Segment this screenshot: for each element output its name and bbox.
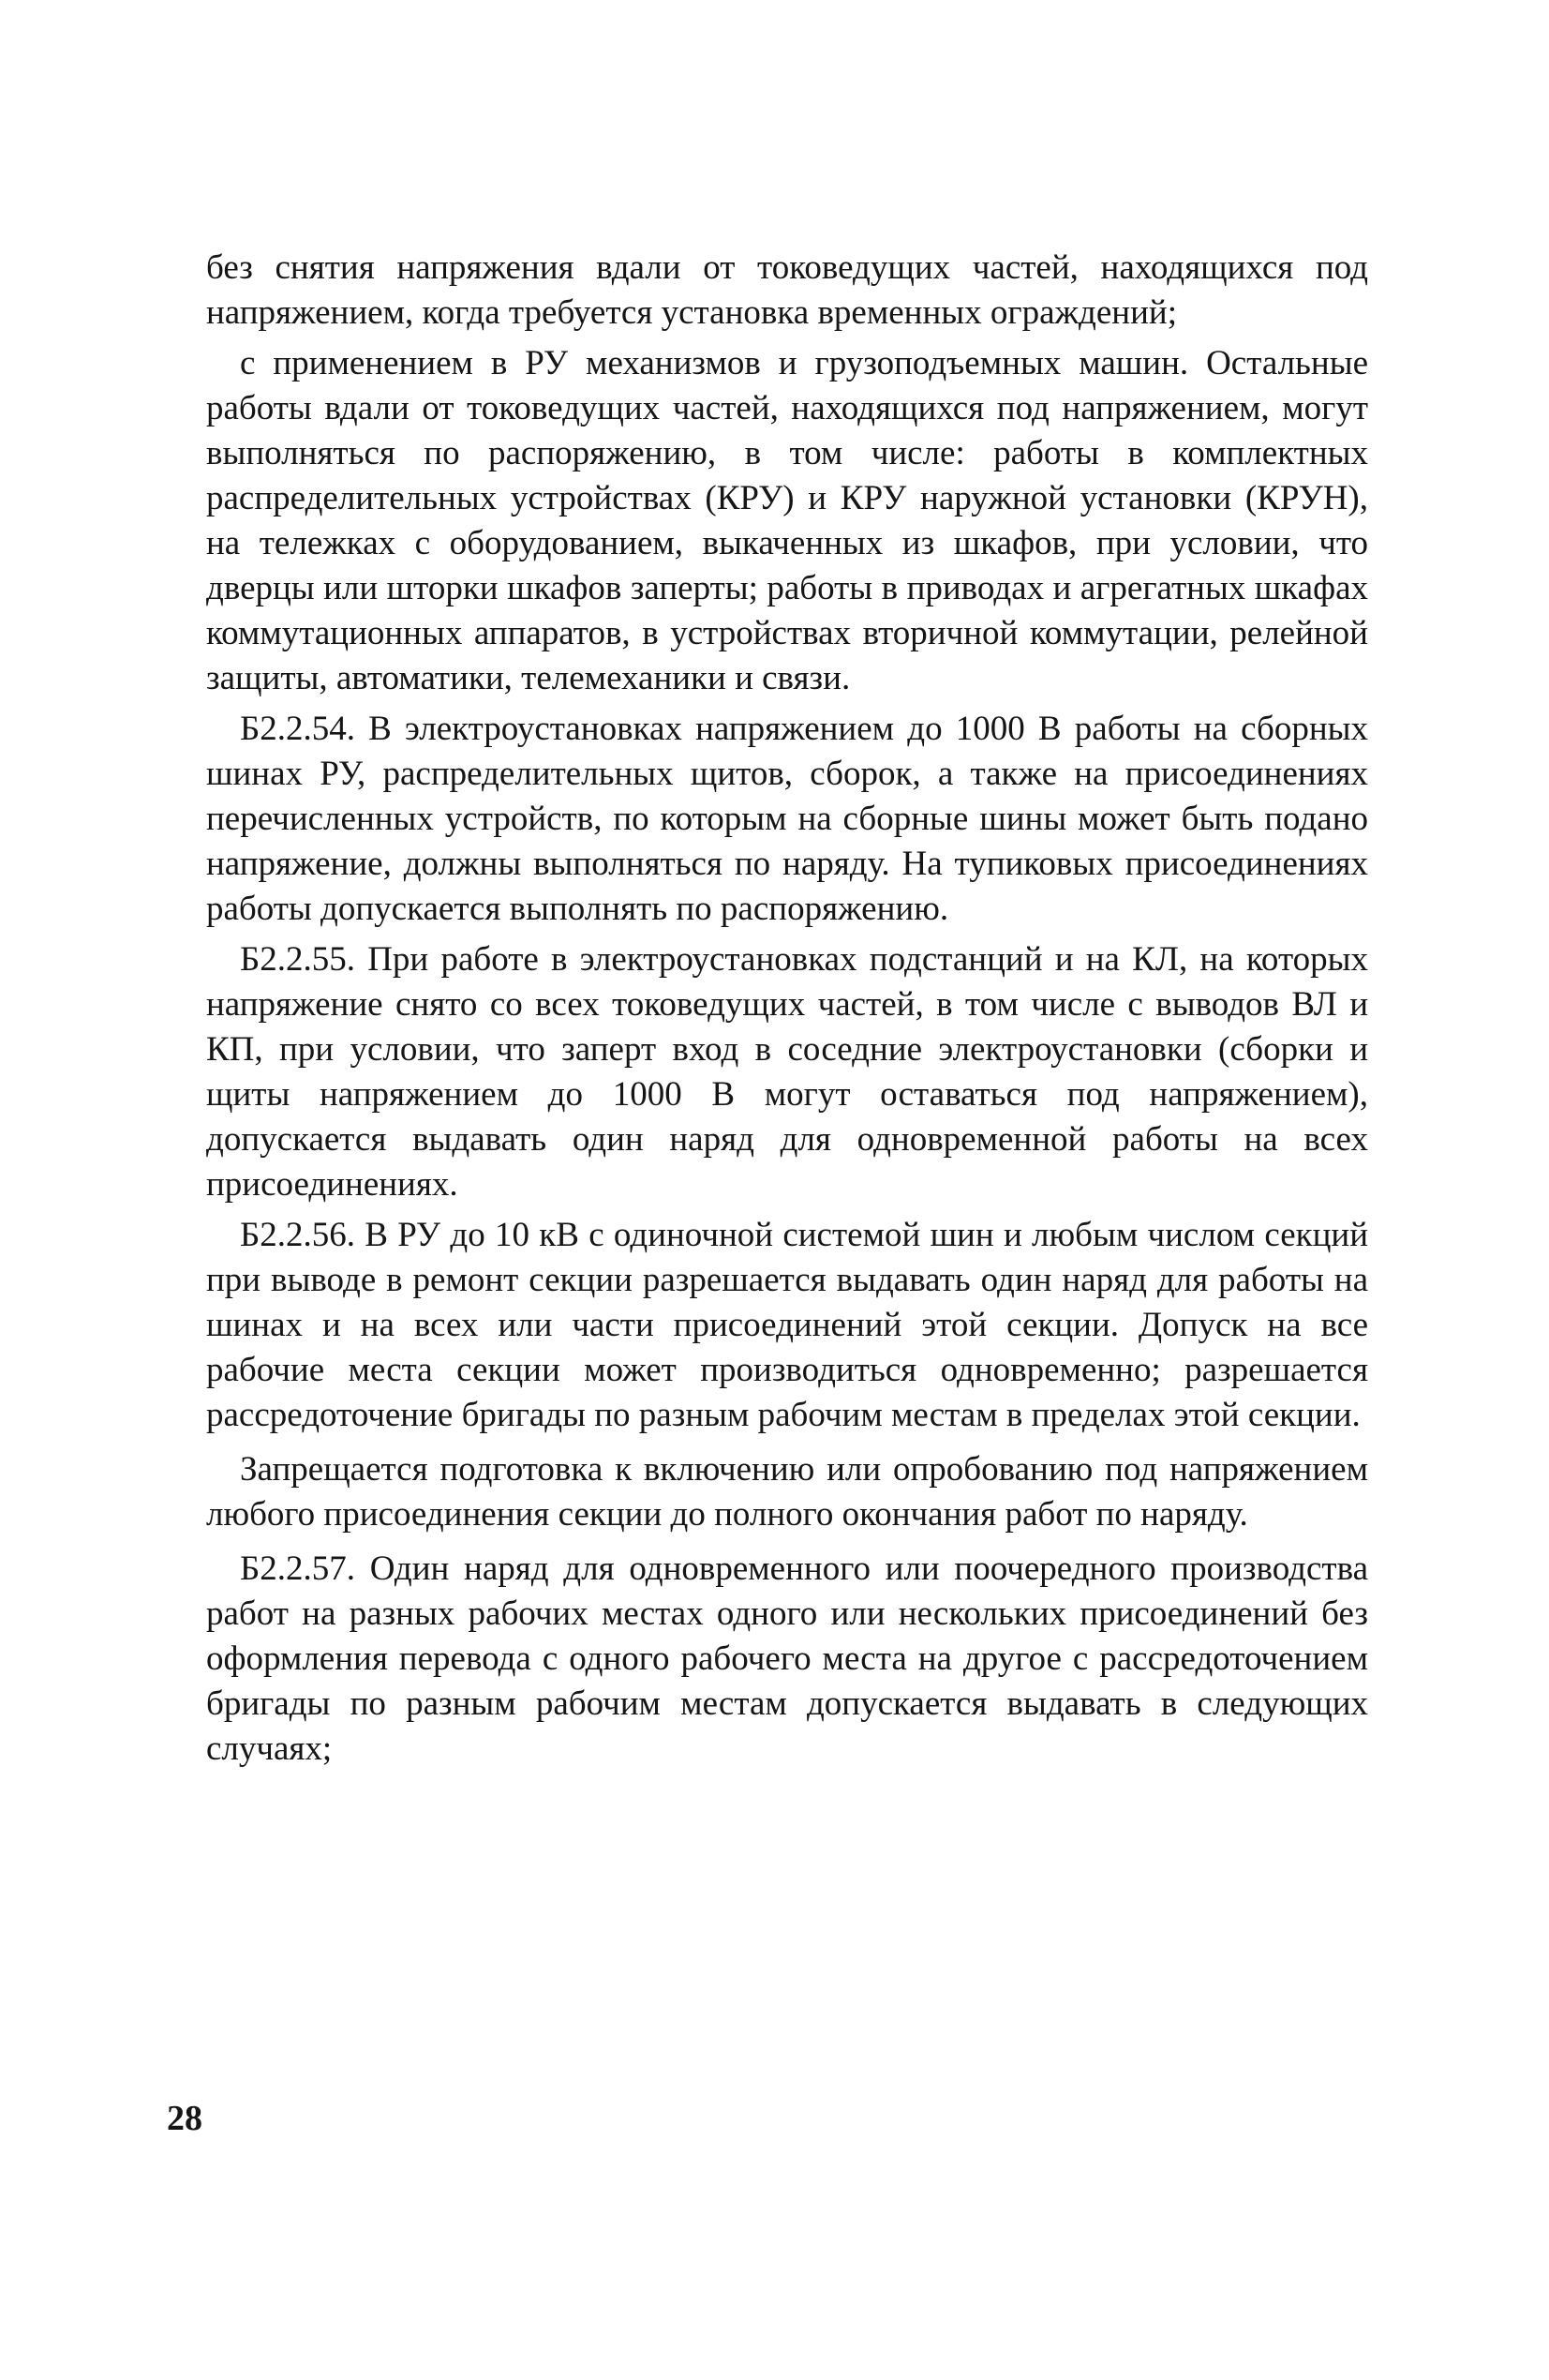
paragraph-continuation: без снятия напряжения вдали от токоведущих частей, находящихся под напряжением, когда требуется установка временных ограждений;	[206, 248, 1368, 332]
paragraph-b2-2-57: Б2.2.57. Один наряд для одновременного или поочередного производства работ на разных рабочих местах одного или нескольких присоединений без оформления перевода с одного рабочего места на другое с рассредоточением бригады по разным рабочим местам допускается выдавать в следующих случаях;	[206, 1549, 1368, 1768]
paragraph-b2-2-55: Б2.2.55. При работе в электроустановках подстанций и на КЛ, на которых напряжение снято со всех токоведущих частей, в том числе с выводов ВЛ и КП, при условии, что заперт вход в соседние электроустановки (сборки и щиты напряжением до 1000 В могут оставаться под напряжением), допускается выдавать один наряд для одновременной работы на всех присоединениях.	[206, 940, 1368, 1204]
page-text-body	[206, 246, 1368, 1777]
paragraph-b2-2-54: Б2.2.54. В электроустановках напряжением до 1000 В работы на сборных шинах РУ, распределительных щитов, сборок, а также на присоединениях перечисленных устройств, по которым на сборные шины может быть подано напряжение, должны выполняться по наряду. На тупиковых присоединениях работы допускается выполнять по распоряжению.	[206, 710, 1368, 928]
paragraph-prohibition: Запрещается подготовка к включению или опробованию под напряжением любого присоединения секции до полного окончания работ по наряду.	[206, 1450, 1368, 1534]
paragraph-mechanisms: с применением в РУ механизмов и грузоподъемных машин. Остальные работы вдали от токоведущих частей, находящихся под напряжением, могут выполняться по распоряжению, в том числе: работы в комплектных распределительных устройствах (КРУ) и КРУ наружной установки (КРУН), на тележках с оборудованием, выкаченных из шкафов, при условии, что дверцы или шторки шкафов заперты; работы в приводах и агрегатных шкафах коммутационных аппаратов, в устройствах вторичной коммутации, релейной защиты, автоматики, телемеханики и связи.	[206, 344, 1368, 697]
paragraph-b2-2-56: Б2.2.56. В РУ до 10 кВ с одиночной системой шин и любым числом секций при выводе в ремонт секции разрешается выдавать один наряд для работы на шинах и на всех или части присоединений этой секции. Допуск на все рабочие места секции может производиться одновременно; разрешается рассредоточение бригады по разным рабочим местам в пределах этой секции.	[206, 1216, 1368, 1434]
page-number: 28	[167, 2099, 202, 2138]
